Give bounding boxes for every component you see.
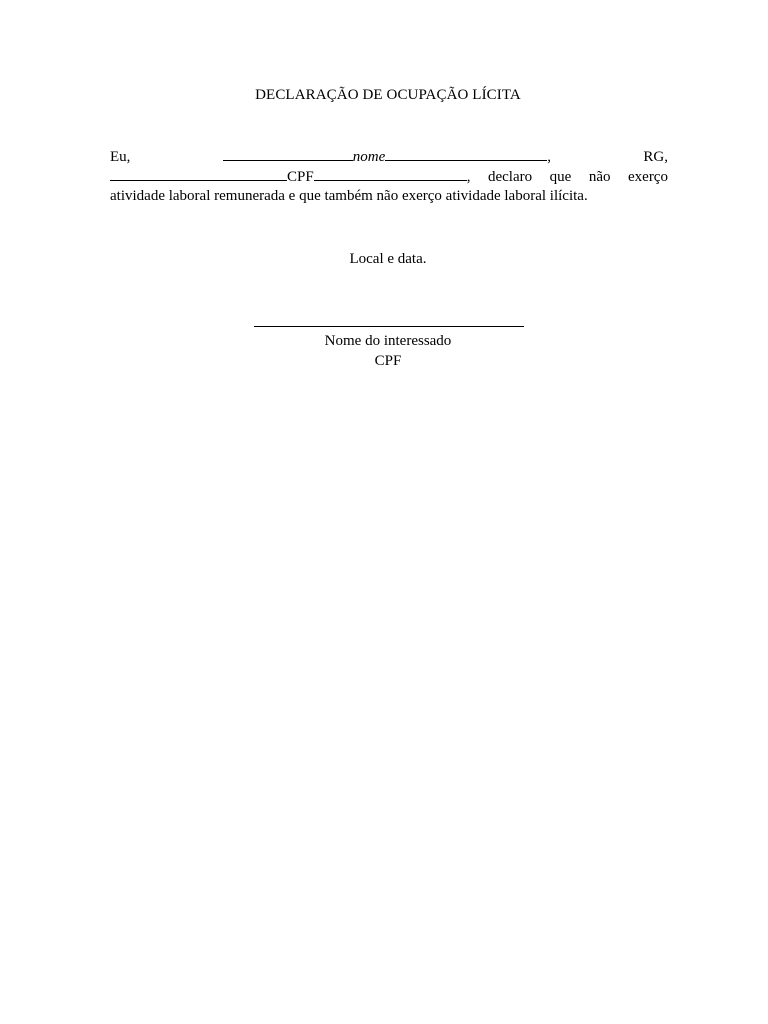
- paragraph-line-3: atividade laboral remunerada e que também não exerço atividade laboral ilícita.: [110, 188, 588, 204]
- word-nao: não: [588, 169, 611, 185]
- cpf-comma: ,: [466, 169, 471, 185]
- cpf-inline-label: CPF: [287, 169, 314, 185]
- name-blank-right: [385, 147, 547, 161]
- name-placeholder: nome: [352, 149, 386, 165]
- signer-name-label: Nome do interessado: [324, 333, 452, 349]
- name-blank-left: [223, 147, 353, 161]
- paragraph-line-2: [110, 167, 668, 187]
- rg-cpf-field: [110, 167, 470, 187]
- word-declaro: declaro: [487, 169, 533, 185]
- document-title: DECLARAÇÃO DE OCUPAÇÃO LÍCITA: [255, 87, 521, 103]
- cpf-blank: [314, 167, 467, 181]
- word-eu: Eu,: [110, 149, 131, 165]
- paragraph-line-1: [110, 147, 668, 167]
- rg-label: RG,: [643, 149, 668, 165]
- signature-line: [254, 326, 524, 327]
- signer-cpf-label: CPF: [374, 353, 402, 369]
- name-comma: ,: [547, 149, 552, 165]
- local-date: Local e data.: [349, 251, 427, 267]
- word-exerco: exerço: [628, 169, 668, 185]
- rg-blank: [110, 167, 287, 181]
- word-que: que: [549, 169, 572, 185]
- name-field: [223, 147, 551, 167]
